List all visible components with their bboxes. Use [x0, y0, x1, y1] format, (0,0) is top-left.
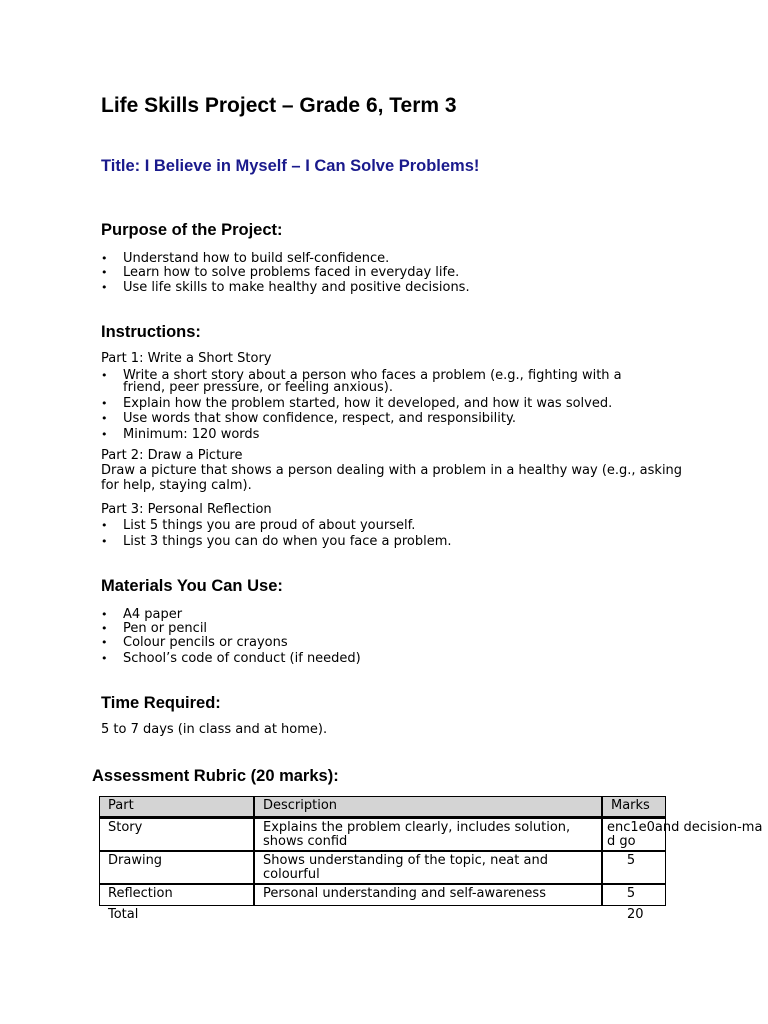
bullet-icon: •: [101, 266, 108, 279]
cell-part: Story: [99, 818, 254, 851]
part2-label: Part 2: Draw a Picture: [101, 448, 243, 463]
part2-text: for help, staying calm).: [101, 478, 252, 493]
table-header-row: [99, 796, 666, 818]
cell-description: Personal understanding and self-awareness: [254, 884, 602, 906]
column-header-marks: Marks: [602, 796, 666, 818]
bullet-icon: •: [101, 622, 108, 635]
overflow-marks-text: enc1e0and decision-ma d go: [607, 820, 763, 849]
cell-part: Drawing: [99, 851, 254, 884]
project-subtitle: Title: I Believe in Myself – I Can Solve Problems!: [101, 157, 480, 175]
total-value: 20: [627, 907, 644, 922]
part1-label: Part 1: Write a Short Story: [101, 351, 272, 366]
bullet-icon: •: [101, 397, 108, 410]
bullet-icon: •: [101, 369, 108, 382]
column-header-part: Part: [99, 796, 254, 818]
materials-heading: Materials You Can Use:: [101, 577, 283, 595]
part1-item-continued: friend, peer pressure, or feeling anxious).: [123, 380, 393, 395]
bullet-icon: •: [101, 636, 108, 649]
instructions-heading: Instructions:: [101, 323, 201, 341]
cell-part: Reflection: [99, 884, 254, 906]
bullet-icon: •: [101, 652, 108, 665]
document-title: Life Skills Project – Grade 6, Term 3: [101, 94, 457, 117]
rubric-heading: Assessment Rubric (20 marks):: [92, 767, 339, 785]
table-row: [99, 851, 666, 884]
purpose-heading: Purpose of the Project:: [101, 221, 283, 239]
cell-marks: 5: [602, 851, 666, 884]
bullet-icon: •: [101, 608, 108, 621]
table-row: [99, 884, 666, 906]
bullet-icon: •: [101, 535, 108, 548]
column-header-description: Description: [254, 796, 602, 818]
bullet-icon: •: [101, 519, 108, 532]
total-label: Total: [108, 907, 139, 922]
bullet-icon: •: [101, 281, 108, 294]
bullet-icon: •: [101, 428, 108, 441]
time-text: 5 to 7 days (in class and at home).: [101, 722, 328, 737]
part3-label: Part 3: Personal Reflection: [101, 502, 272, 517]
rubric-table: [99, 796, 666, 906]
bullet-icon: •: [101, 252, 108, 265]
part2-text: Draw a picture that shows a person dealing with a problem in a healthy way (e.g., asking: [101, 463, 683, 478]
cell-description: Explains the problem clearly, includes solution, shows confid: [254, 818, 602, 851]
bullet-icon: •: [101, 412, 108, 425]
table-row: [99, 818, 666, 851]
time-heading: Time Required:: [101, 694, 221, 712]
cell-marks: 5: [602, 884, 666, 906]
cell-description: Shows understanding of the topic, neat and colourful: [254, 851, 602, 884]
